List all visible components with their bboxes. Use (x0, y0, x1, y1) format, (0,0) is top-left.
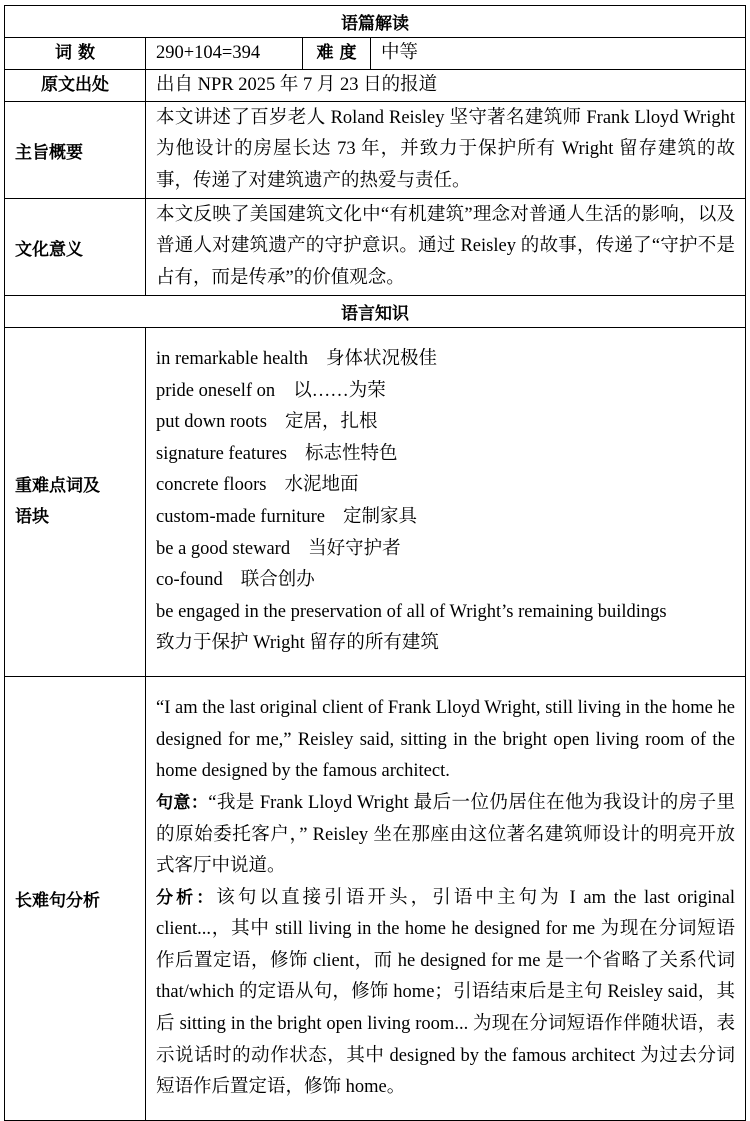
summary-value: 本文讲述了百岁老人 Roland Reisley 坚守著名建筑师 Frank Lloyd Wright 为他设计的房屋长达 73 年，并致力于保护所有 Wright 留存建筑的故事，传递了对建筑遗产的热爱与责任。 (146, 102, 746, 199)
meaning-label: 句意： (156, 792, 209, 813)
vocab-list (146, 328, 746, 677)
source-row (5, 70, 746, 102)
word-count-row (5, 38, 746, 70)
section-title-language: 语言知识 (5, 296, 746, 328)
vocab-item: 致力于保护 Wright 留存的所有建筑 (156, 633, 439, 654)
word-count-value: 290+104=394 (146, 38, 303, 70)
sentence-analysis (146, 677, 746, 1121)
vocab-label-line2: 语块 (15, 507, 49, 527)
source-value: 出自 NPR 2025 年 7 月 23 日的报道 (146, 70, 746, 102)
vocab-item: concrete floors 水泥地面 (156, 475, 359, 496)
sentence-quote: “I am the last original client of Frank Lloyd Wright, still living in the home he designed for me,” Reisley said, sitting in the bright open living room of the home designed by the famous architect. (156, 698, 735, 782)
difficulty-value: 中等 (371, 38, 746, 70)
section-header-reading (5, 6, 746, 38)
section-title-reading: 语篇解读 (5, 6, 746, 38)
vocab-item: co-found 联合创办 (156, 570, 315, 591)
vocab-item: pride oneself on 以……为荣 (156, 380, 386, 401)
difficulty-label: 难 度 (303, 38, 371, 70)
culture-value: 本文反映了美国建筑文化中“有机建筑”理念对普通人生活的影响，以及普通人对建筑遗产的守护意识。通过 Reisley 的故事，传递了“守护不是占有，而是传承”的价值观念。 (146, 199, 746, 296)
meaning-text: “我是 Frank Lloyd Wright 最后一位仍居住在他为我设计的房子里的原始委托客户，” Reisley 坐在那座由这位著名建筑师设计的明亮开放式客厅中说道。 (156, 792, 736, 877)
vocab-label (5, 328, 146, 677)
vocab-item: signature features 标志性特色 (156, 443, 398, 464)
vocab-label-line1: 重难点词及 (15, 476, 100, 496)
analysis-text: 该句以直接引语开头，引语中主句为 I am the last original client...，其中 still living in the home he designed for me 为现在分词短语作后置定语，修饰 client，而 he designed for me 是一个省略了关系代词 that/which 的定语从句，修饰 home；引语结束后是主句 Reisley said，其后 sitting in the bright open living room... 为现在分词短语作伴随状语，表示说话时的动作状态，其中 designed by the famous architect 为过去分词短语作后置定语，修饰 home。 (156, 887, 736, 1098)
section-header-language (5, 296, 746, 328)
culture-row (5, 199, 746, 296)
vocab-item: be a good steward 当好守护者 (156, 538, 401, 559)
summary-row (5, 102, 746, 199)
culture-label: 文化意义 (5, 199, 146, 296)
analysis-label: 分析： (156, 887, 217, 908)
vocab-item: in remarkable health 身体状况极佳 (156, 349, 438, 370)
vocab-row (5, 328, 746, 677)
sentence-grammar (156, 883, 735, 1104)
sentence-meaning (156, 788, 735, 883)
reading-analysis-table (4, 5, 746, 1121)
vocab-item: put down roots 定居，扎根 (156, 412, 378, 433)
summary-label: 主旨概要 (5, 102, 146, 199)
vocab-item: be engaged in the preservation of all of Wright’s remaining buildings (156, 601, 667, 622)
vocab-item: custom-made furniture 定制家具 (156, 507, 418, 527)
word-count-label: 词 数 (5, 38, 146, 70)
sentence-row (5, 677, 746, 1121)
sentence-label: 长难句分析 (5, 677, 146, 1121)
source-label: 原文出处 (5, 70, 146, 102)
